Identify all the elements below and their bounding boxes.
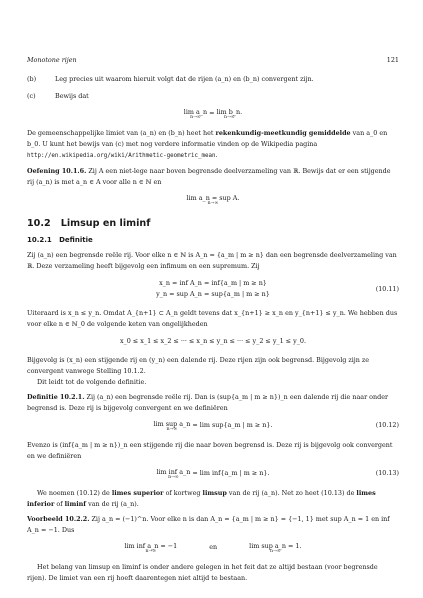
equation-10-12: lim sup a_n n→∞ = lim sup{a_m | m ≥ n}. (10.12) (153, 420, 399, 432)
paragraph-uiteraard: Uiteraard is x_n ≤ y_n. Omdat A_{n+1} ⊂ A_n geldt tevens dat x_{n+1} ≥ x_n en y_{n+1} ≤ y_n. We hebben dus voor elke n ∈ ℕ_0 de volgende keten van ongelijkheden (27, 309, 398, 328)
equation-number: (10.11) (375, 285, 399, 293)
page-number: 121 (386, 56, 399, 64)
exercise-title: Oefening 10.1.6. (27, 167, 87, 175)
exercise-text: Zij A een niet-lege naar boven begrensde deelverzameling van ℝ. Bewijs dat er een stijgende rij (a_n) is met a_n ∈ A voor alle n ∈ ℕ en (27, 167, 391, 186)
section-heading: 10.2 Limsup en liminf (27, 218, 151, 229)
definition-10-2-1: Definitie 10.2.1. Zij (a_n) een begrensde reële rij. Dan is (sup{a_m | m ≥ n})_n een dalende rij die naar onder begrensd is. Deze rij is bijgevolg convergent en we definiëren (27, 393, 389, 412)
running-header: Monotone rijen (27, 56, 77, 64)
item-label: (c) (27, 92, 36, 100)
equation-chain: x_0 ≤ x_1 ≤ x_2 ≤ ··· ≤ x_n ≤ y_n ≤ ··· ≤ y_2 ≤ y_1 ≤ y_0. (119, 337, 307, 345)
example-10-2-2: Voorbeeld 10.2.2. Zij a_n = (−1)^n. Voor elke n is dan A_n = {a_m | m ≥ n} = {−1, 1} met sup A_n = 1 en inf A_n = −1. Dus (27, 515, 390, 534)
page-body (27, 74, 399, 588)
item-text: Bewijs dat (55, 92, 89, 100)
eq-right: lim b_n. n→∞ (216, 108, 243, 120)
paragraph-gemiddelde: De gemeenschappelijke limiet van (a_n) en (b_n) heet het rekenkundig-meetkundig gemiddelde van a_0 en b_0. U kunt het bewijs van (c) met nog verdere informatie vinden op de Wikipedia pagina http://en.wikipedia.org/wiki/Arithmetic-geometric_mean. (27, 129, 388, 159)
paragraph-bijgevolg: Bijgevolg is (x_n) een stijgende rij en (y_n) een dalende rij. Deze rijen zijn ook begrensd. Bijgevolg zijn ze convergent vanwege Stelling 10.1.2. (27, 356, 370, 375)
term-rekenkundig: rekenkundig-meetkundig gemiddelde (215, 129, 351, 137)
equation-number: (10.13) (375, 469, 399, 477)
equation-10-11: x_n = inf A_n = inf{a_m | m ≥ n} y_n = sup A_n = sup{a_m | m ≥ n} (10.11) (156, 279, 399, 298)
paragraph-belang: Het belang van limsup en liminf is onder andere gelegen in het feit dat ze altijd bestaan (voor begrensde rijen). De limiet van een rij hoeft daarentegen niet altijd te bestaan. (27, 563, 378, 582)
equation-sup: lim a_n = sup A. n→∞ (186, 194, 240, 206)
exercise-oefening (27, 166, 399, 188)
eq-left: lim a_n n→∞ (183, 108, 208, 120)
eq-mid: = (209, 109, 215, 117)
exercise-item-b (27, 74, 399, 85)
definition-title: Definitie 10.2.1. (27, 393, 85, 401)
item-text: Leg precies uit waarom hieruit volgt dat de rijen (a_n) en (b_n) convergent zijn. (55, 75, 314, 83)
equation-number: (10.12) (375, 421, 399, 429)
equation-example: lim inf a_n = −1 n→∞ en lim sup a_n = 1. n→∞ (124, 542, 302, 554)
wikipedia-url[interactable]: http://en.wikipedia.org/wiki/Arithmetic-geometric_mean (27, 153, 216, 159)
item-label: (b) (27, 75, 37, 83)
paragraph-dit-leidt: Dit leidt tot de volgende definitie. (37, 378, 147, 386)
paragraph-evenzo: Evenzo is (inf{a_m | m ≥ n})_n een stijgende rij die naar boven begrensd is. Deze rij is bijgevolg ook convergent en we definiëren (27, 441, 393, 460)
exercise-item-c (27, 91, 399, 102)
example-title: Voorbeeld 10.2.2. (27, 515, 90, 523)
subsection-heading: 10.2.1 Definitie (27, 236, 93, 244)
equation-10-13: lim inf a_n n→∞ = lim inf{a_m | m ≥ n}. (10.13) (156, 468, 399, 480)
equation-limits (27, 108, 399, 120)
paragraph-noemen: We noemen (10.12) de limes superior of kortweg limsup van de rij (a_n). Net zo heet (10.13) de limes inferior of liminf van de rij (a_n). (27, 489, 376, 508)
paragraph-definitie-intro: Zij (a_n) een begrensde reële rij. Voor elke n ∈ ℕ is A_n = {a_m | m ≥ n} dan een begrensde deelverzameling van ℝ. Deze verzameling heeft bijgevolg een infimum en een supremum. Zij (27, 251, 397, 270)
